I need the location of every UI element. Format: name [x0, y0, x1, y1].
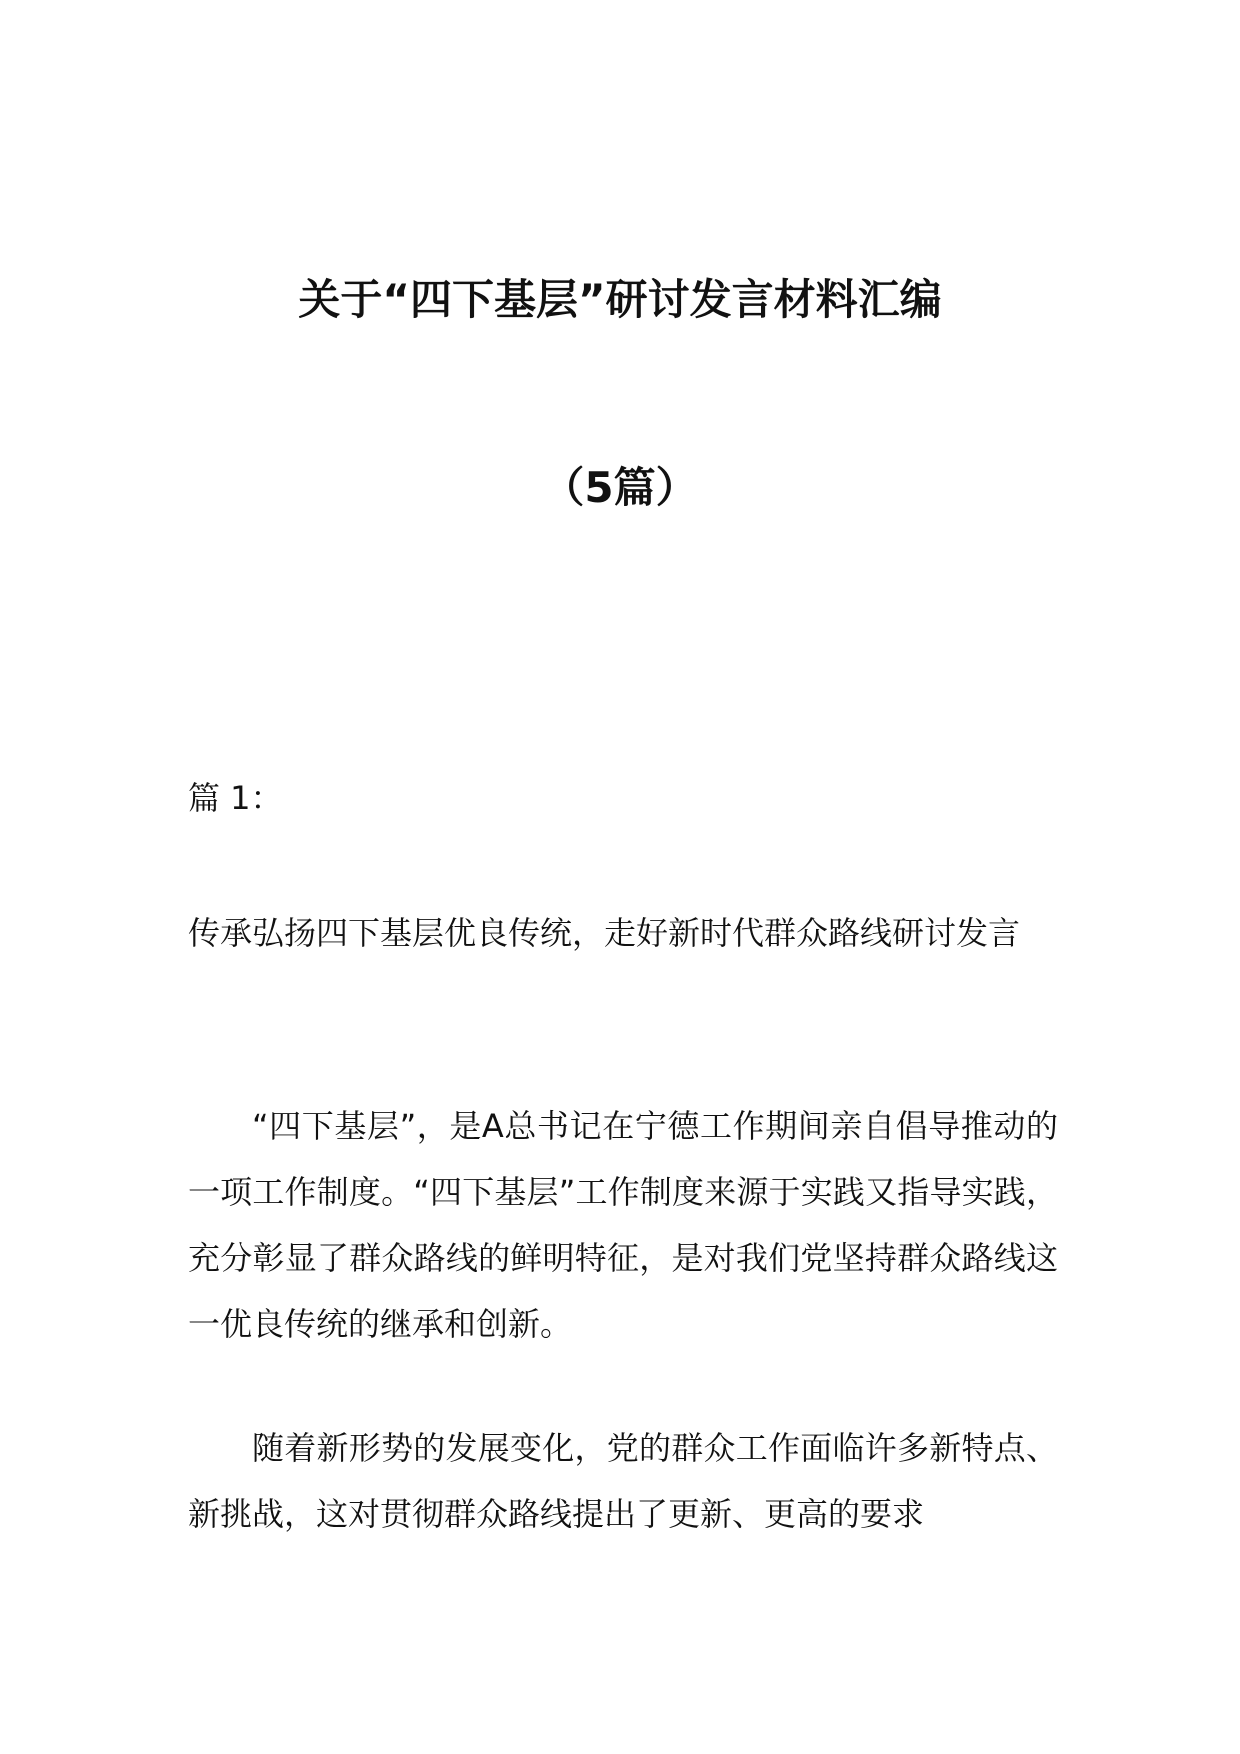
body-paragraph: “四下基层”，是A总书记在宁德工作期间亲自倡导推动的一项工作制度。“四下基层”工作制度来源于实践又指导实践，充分彰显了群众路线的鲜明特征，是对我们党坚持群众路线这一优良传统的继承和创新。	[188, 1107, 1058, 1343]
article-title: 传承弘扬四下基层优良传统，走好新时代群众路线研讨发言	[188, 914, 1021, 952]
document-title: 关于“四下基层”研讨发言材料汇编	[298, 275, 942, 324]
section-label: 篇 1：	[188, 779, 283, 817]
document-subtitle-count: （5篇）	[542, 463, 698, 512]
body-paragraph: 随着新形势的发展变化，党的群众工作面临许多新特点、新挑战，这对贯彻群众路线提出了更新、更高的要求	[188, 1429, 1058, 1533]
